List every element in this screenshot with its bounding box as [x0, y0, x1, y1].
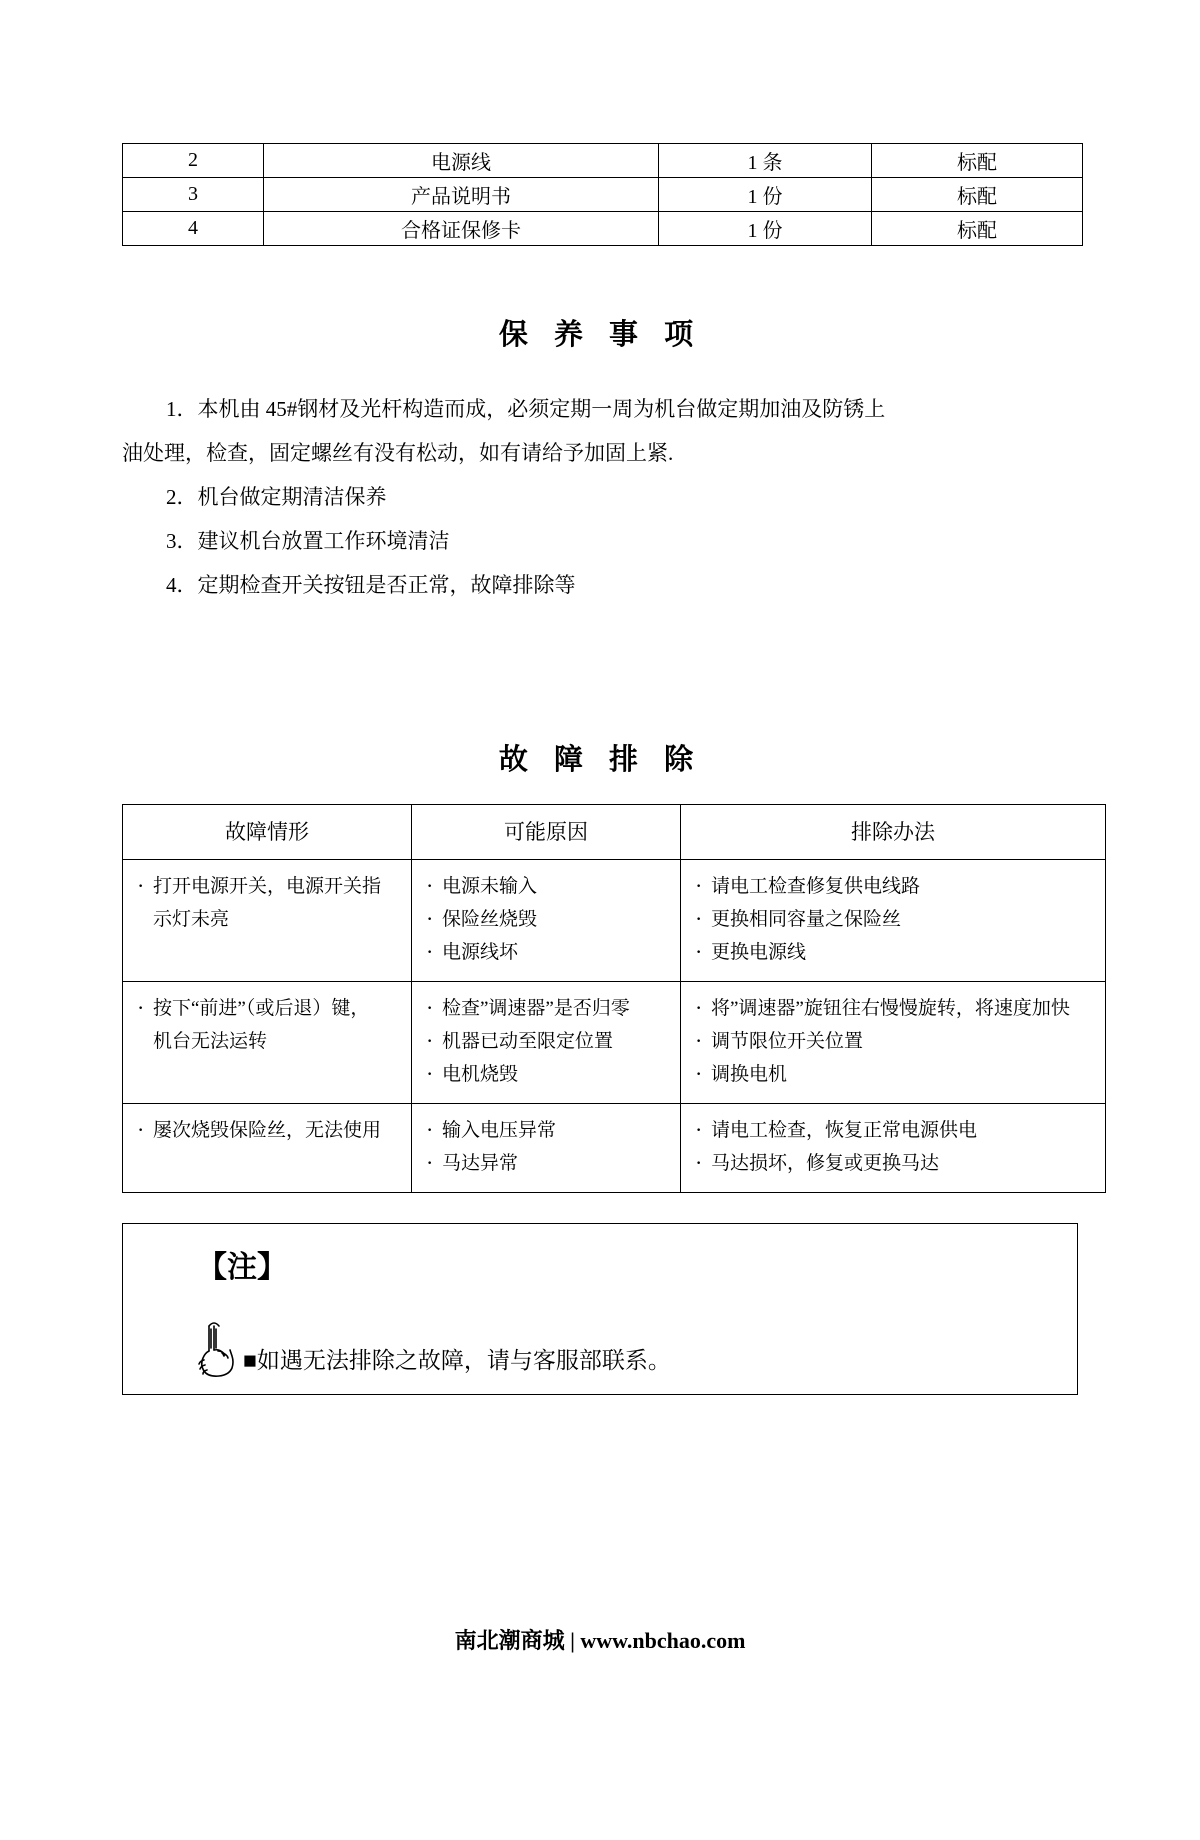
table-row	[123, 860, 1106, 982]
column-header-symptom: 故障情形	[123, 805, 412, 860]
table-row	[123, 1104, 1106, 1193]
solution-text: · 将”调速器”旋钮往右慢慢旋转，将速度加快	[693, 992, 1093, 1025]
cell-qty: 1 条	[659, 144, 872, 178]
cause-text: · 保险丝烧毁	[424, 903, 668, 936]
symptom-text: 按下“前进”（或后退）键，	[153, 998, 370, 1019]
maintenance-item: 油处理，检查，固定螺丝有没有松动，如有请给予加固上紧.	[122, 441, 674, 465]
column-header-cause: 可能原因	[412, 805, 681, 860]
cell-no: 2	[123, 144, 264, 178]
cell-cause	[412, 1104, 681, 1193]
symptom-text: 机台无法运转	[153, 1031, 268, 1052]
cell-no: 3	[123, 178, 264, 212]
maintenance-item: 4．定期检查开关按钮是否正常，故障排除等	[166, 573, 576, 597]
cell-symptom	[123, 982, 412, 1104]
cell-solution	[681, 860, 1106, 982]
symptom-text: 示灯未亮	[153, 909, 230, 930]
note-text: ■如遇无法排除之故障，请与客服部联系。	[243, 1348, 671, 1373]
solution-text: · 更换相同容量之保险丝	[693, 903, 1093, 936]
note-label: 【注】	[197, 1250, 287, 1285]
solution-text: · 调换电机	[693, 1058, 1093, 1091]
solution-text: · 请电工检查，恢复正常电源供电	[693, 1114, 1093, 1147]
solution-text: · 更换电源线	[693, 936, 1093, 969]
cell-qty: 1 份	[659, 178, 872, 212]
cell-name: 合格证保修卡	[264, 212, 659, 246]
cell-remark: 标配	[872, 178, 1083, 212]
cell-name: 电源线	[264, 144, 659, 178]
maintenance-item: 3．建议机台放置工作环境清洁	[166, 529, 450, 553]
cell-cause	[412, 860, 681, 982]
note-body	[195, 1320, 671, 1378]
maintenance-list	[122, 387, 1078, 607]
cell-remark: 标配	[872, 212, 1083, 246]
cause-text: · 马达异常	[424, 1147, 668, 1180]
cause-text: · 电机烧毁	[424, 1058, 668, 1091]
column-header-solution: 排除办法	[681, 805, 1106, 860]
table-row	[123, 982, 1106, 1104]
troubleshooting-heading: 故 障 排 除	[498, 742, 702, 776]
cell-name: 产品说明书	[264, 178, 659, 212]
cell-no: 4	[123, 212, 264, 246]
packing-list-table	[122, 143, 1083, 246]
symptom-text: 打开电源开关，电源开关指	[153, 876, 382, 897]
table-row	[123, 212, 1083, 246]
solution-text: · 马达损坏，修复或更换马达	[693, 1147, 1093, 1180]
symptom-text: · 屡次烧毁保险丝，无法使用	[135, 1114, 399, 1147]
solution-text: · 调节限位开关位置	[693, 1025, 1093, 1058]
table-header-row	[123, 805, 1106, 860]
table-row	[123, 144, 1083, 178]
note-box	[122, 1223, 1078, 1395]
footer-branding: 南北潮商城 | www.nbchao.com	[454, 1628, 746, 1653]
cause-text: · 机器已动至限定位置	[424, 1025, 668, 1058]
cell-cause	[412, 982, 681, 1104]
pointing-hand-icon	[195, 1320, 241, 1378]
cause-text: · 输入电压异常	[424, 1114, 668, 1147]
cause-text: · 检查”调速器”是否归零	[424, 992, 668, 1025]
cause-text: · 电源未输入	[424, 870, 668, 903]
cell-symptom	[123, 1104, 412, 1193]
table-row	[123, 178, 1083, 212]
cell-symptom	[123, 860, 412, 982]
maintenance-item: 2．机台做定期清洁保养	[166, 485, 387, 509]
cause-text: · 电源线坏	[424, 936, 668, 969]
solution-text: · 请电工检查修复供电线路	[693, 870, 1093, 903]
cell-solution	[681, 982, 1106, 1104]
maintenance-item: 1．本机由 45#钢材及光杆构造而成，必须定期一周为机台做定期加油及防锈上	[166, 397, 886, 421]
cell-solution	[681, 1104, 1106, 1193]
maintenance-heading: 保 养 事 项	[498, 317, 702, 351]
document-page	[0, 143, 1200, 1840]
cell-remark: 标配	[872, 144, 1083, 178]
troubleshooting-table	[122, 804, 1106, 1193]
cell-qty: 1 份	[659, 212, 872, 246]
